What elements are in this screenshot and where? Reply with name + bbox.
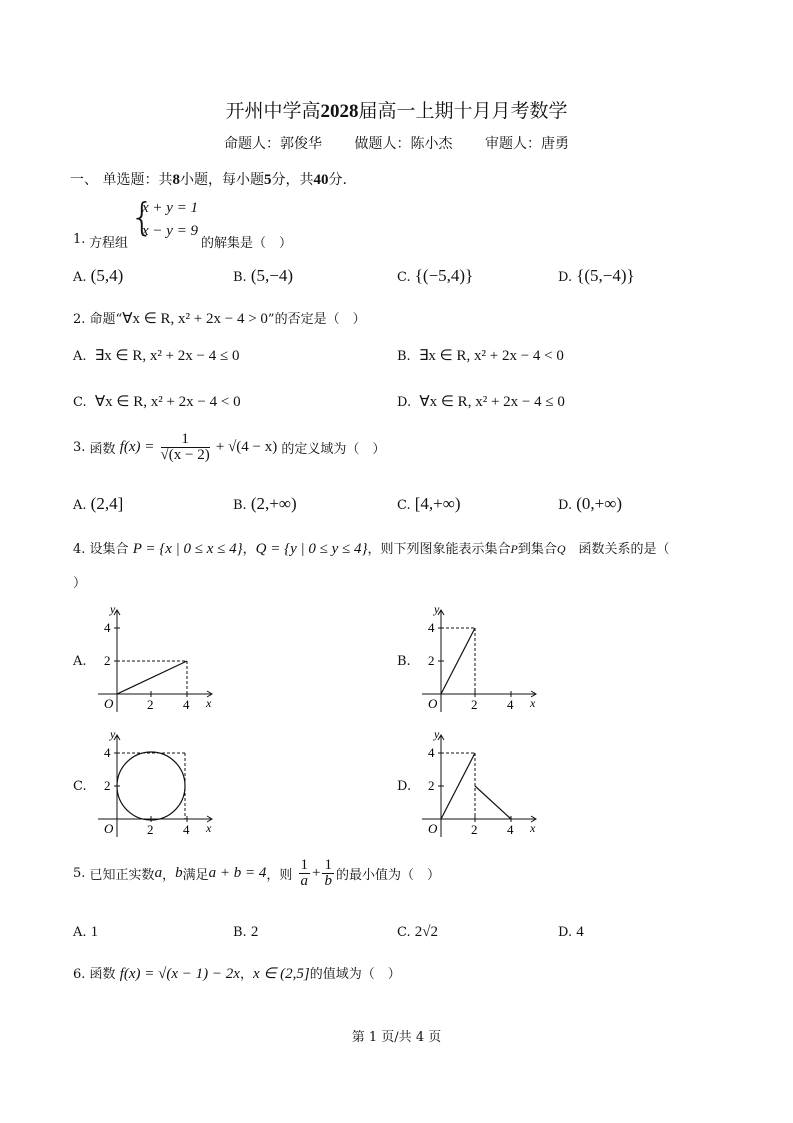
q3-number: 3.	[73, 440, 86, 455]
option-value: 4	[576, 924, 584, 940]
q4-mid: ，则下列图象能表示集合	[367, 542, 511, 557]
q2-post: ”的否定是（ ）	[267, 312, 366, 327]
numerator: 1	[300, 857, 308, 873]
credit-solver: 做题人：陈小杰	[354, 136, 453, 152]
option-label: A.	[73, 349, 87, 364]
option-value: 2√2	[414, 924, 438, 940]
q4-close-paren: ）	[73, 576, 87, 591]
option-value: (2,+∞)	[250, 494, 297, 513]
credit-setter: 命题人：郭俊华	[224, 136, 323, 152]
title-suffix: 届高一上期十月月考数学	[358, 100, 568, 122]
q4-graph-c	[90, 725, 220, 840]
x-tick-2: 2	[147, 697, 154, 712]
q5-number: 5.	[73, 866, 86, 881]
y-tick-4: 4	[428, 620, 435, 635]
option-value: {(−5,4)}	[414, 266, 474, 285]
q4-graph-label-d[interactable]: D.	[397, 779, 412, 794]
y-axis-label: y	[110, 727, 116, 741]
option-label: C.	[73, 395, 87, 410]
question-3	[73, 432, 385, 463]
x-axis-label: x	[530, 821, 536, 835]
q2-pre: 命题“	[89, 312, 123, 327]
q6-sep: ，	[239, 967, 253, 982]
option-value: 1	[90, 924, 99, 940]
option-value: {(5,−4)}	[576, 266, 635, 285]
q2-option-a[interactable]	[73, 346, 240, 365]
section-count: 8	[172, 172, 180, 188]
question-5	[73, 858, 440, 889]
y-tick-4: 4	[104, 620, 111, 635]
q2-option-b[interactable]	[397, 346, 564, 365]
q4-set-p: P = {x | 0 ≤ x ≤ 4}	[132, 541, 243, 557]
q1-option-a[interactable]	[73, 266, 123, 286]
title-prefix: 开州中学高	[225, 100, 321, 122]
option-value: ∃x ∈ R, x² + 2x − 4 < 0	[418, 348, 564, 364]
q1-eq1: x + y = 1	[142, 200, 199, 216]
q4-p: P	[510, 542, 518, 556]
section-heading	[70, 169, 347, 189]
q3-option-b[interactable]	[233, 494, 297, 514]
y-tick-2: 2	[428, 653, 435, 668]
q5-fraction-2	[322, 858, 334, 889]
graph-circle	[117, 752, 185, 820]
section-points-total: 40	[313, 172, 329, 188]
option-label: A.	[73, 498, 87, 513]
option-label: D.	[558, 270, 573, 285]
option-label: B.	[233, 498, 247, 513]
page-footer: 第 1 页/共 4 页	[351, 1030, 442, 1045]
q4-sep: ，	[242, 542, 256, 557]
origin-label: O	[428, 696, 438, 711]
q6-pre: 函数	[89, 967, 116, 982]
question-2	[73, 308, 366, 328]
q3-fraction	[161, 432, 210, 463]
credit-reviewer: 审题人：唐勇	[484, 136, 569, 152]
q4-q: Q	[556, 542, 566, 556]
x-tick-2: 2	[471, 822, 478, 837]
option-label: B.	[397, 349, 411, 364]
y-axis-label: y	[434, 727, 440, 741]
option-value: ∃x ∈ R, x² + 2x − 4 ≤ 0	[94, 348, 240, 364]
q5-option-a[interactable]	[73, 924, 98, 941]
x-tick-2: 2	[147, 822, 154, 837]
q1-option-d[interactable]	[558, 266, 635, 286]
q2-option-d[interactable]	[397, 392, 565, 411]
q4-mid2: 到集合	[517, 542, 557, 557]
option-value: ∀x ∈ R, x² + 2x − 4 < 0	[94, 394, 241, 410]
section-points-each: 5	[263, 172, 272, 188]
q4-number: 4.	[73, 542, 86, 557]
q2-number: 2.	[73, 312, 86, 327]
q1-post: 的解集是（ ）	[201, 236, 293, 251]
axes	[98, 735, 212, 837]
option-value: [4,+∞)	[414, 494, 461, 513]
q5-var-b: b	[175, 865, 183, 881]
q4-set-q: Q = {y | 0 ≤ y ≤ 4}	[255, 541, 368, 557]
q4-graph-label-a[interactable]: A.	[73, 654, 87, 669]
page-title	[0, 96, 793, 123]
q5-plus: +	[312, 865, 321, 881]
q5-var-a: a	[154, 865, 163, 881]
x-axis-label: x	[206, 821, 212, 835]
x-tick-2: 2	[471, 697, 478, 712]
q3-option-a[interactable]	[73, 494, 123, 514]
q2-statement: ∀x ∈ R, x² + 2x − 4 > 0	[122, 311, 268, 327]
q5-mid2: ，则	[266, 868, 293, 883]
q3-option-d[interactable]	[558, 494, 622, 514]
y-tick-4: 4	[104, 745, 111, 760]
graph-segment	[117, 661, 187, 694]
q4-pre: 设集合	[89, 542, 129, 557]
y-tick-2: 2	[104, 653, 111, 668]
q5-condition: a + b = 4	[208, 865, 267, 881]
origin-label: O	[104, 821, 114, 836]
axes	[422, 735, 536, 837]
y-tick-2: 2	[428, 778, 435, 793]
option-value: (5,4)	[90, 266, 124, 285]
graph-segment	[441, 628, 475, 694]
option-value: 2	[250, 924, 259, 940]
section-text-2: 小题，每小题	[179, 172, 264, 188]
q4-graph-b	[414, 600, 544, 715]
graph-segment-2	[475, 786, 511, 819]
section-label: 单选题：共	[102, 172, 173, 188]
denominator: a	[300, 873, 308, 889]
q1-option-b[interactable]	[233, 266, 293, 286]
q5-option-c[interactable]	[397, 924, 438, 941]
origin-label: O	[428, 821, 438, 836]
q6-post: 的值域为（ ）	[309, 967, 401, 982]
q3-pre: 函数	[89, 442, 116, 457]
option-value: (0,+∞)	[576, 494, 623, 513]
option-label: D.	[558, 925, 573, 940]
graph-segment-1	[441, 753, 475, 819]
option-label: D.	[558, 498, 573, 513]
q2-option-c[interactable]	[73, 392, 241, 411]
q1-number: 1.	[73, 232, 86, 247]
q6-expression: f(x) = √(x − 1) − 2x	[119, 966, 240, 982]
y-tick-4: 4	[428, 745, 435, 760]
option-label: B.	[233, 925, 247, 940]
x-tick-4: 4	[183, 822, 190, 837]
option-value: ∀x ∈ R, x² + 2x − 4 ≤ 0	[419, 394, 565, 410]
option-value: (5,−4)	[250, 266, 293, 285]
axes	[422, 610, 536, 712]
denominator: b	[324, 873, 332, 889]
q4-graph-label-b[interactable]: B.	[397, 654, 411, 669]
q3-lhs: f(x) =	[119, 439, 155, 455]
y-tick-2: 2	[104, 778, 111, 793]
q4-graph-d	[414, 725, 544, 840]
question-4	[73, 538, 670, 558]
x-tick-4: 4	[507, 697, 514, 712]
option-label: C.	[397, 925, 411, 940]
option-label: B.	[233, 270, 247, 285]
section-text-3: 分，共	[271, 172, 314, 188]
q3-numerator: 1	[161, 432, 210, 448]
q4-graph-a	[90, 600, 220, 715]
option-label: C.	[397, 270, 411, 285]
y-axis-label: y	[434, 602, 440, 616]
q5-sep: ，	[162, 868, 176, 883]
q5-post: 的最小值为（ ）	[335, 868, 440, 883]
q1-pre: 方程组	[89, 236, 129, 251]
x-tick-4: 4	[183, 697, 190, 712]
credits	[0, 133, 793, 153]
option-label: A.	[73, 925, 87, 940]
q6-domain: x ∈ (2,5]	[252, 966, 310, 982]
x-axis-label: x	[530, 696, 536, 710]
q4-post: 函数关系的是（	[565, 542, 670, 557]
option-value: (2,4]	[90, 494, 124, 513]
y-axis-label: y	[110, 602, 116, 616]
section-num: 一、	[70, 172, 98, 188]
section-text-4: 分.	[328, 172, 347, 188]
q3-post: 的定义域为（ ）	[281, 442, 386, 457]
q5-pre: 已知正实数	[89, 868, 155, 883]
origin-label: O	[104, 696, 114, 711]
q5-fraction-1	[299, 858, 311, 889]
q1-option-c[interactable]	[397, 266, 473, 286]
x-axis-label: x	[206, 696, 212, 710]
q5-option-b[interactable]	[233, 924, 258, 941]
title-year: 2028	[320, 101, 359, 122]
q1-eq2: x − y = 9	[142, 223, 199, 239]
q5-option-d[interactable]	[558, 924, 584, 941]
q6-number: 6.	[73, 967, 86, 982]
q3-option-c[interactable]	[397, 494, 461, 514]
q1-brace: {	[130, 195, 155, 239]
numerator: 1	[324, 857, 332, 873]
q3-denominator: √(x − 2)	[160, 447, 210, 463]
option-label: D.	[397, 395, 412, 410]
q3-sqrt: + √(4 − x)	[215, 439, 278, 455]
option-label: A.	[73, 270, 87, 285]
q4-graph-label-c[interactable]: C.	[73, 779, 87, 794]
option-label: C.	[397, 498, 411, 513]
x-tick-4: 4	[507, 822, 514, 837]
q5-mid: 满足	[182, 868, 209, 883]
question-6	[73, 963, 401, 983]
